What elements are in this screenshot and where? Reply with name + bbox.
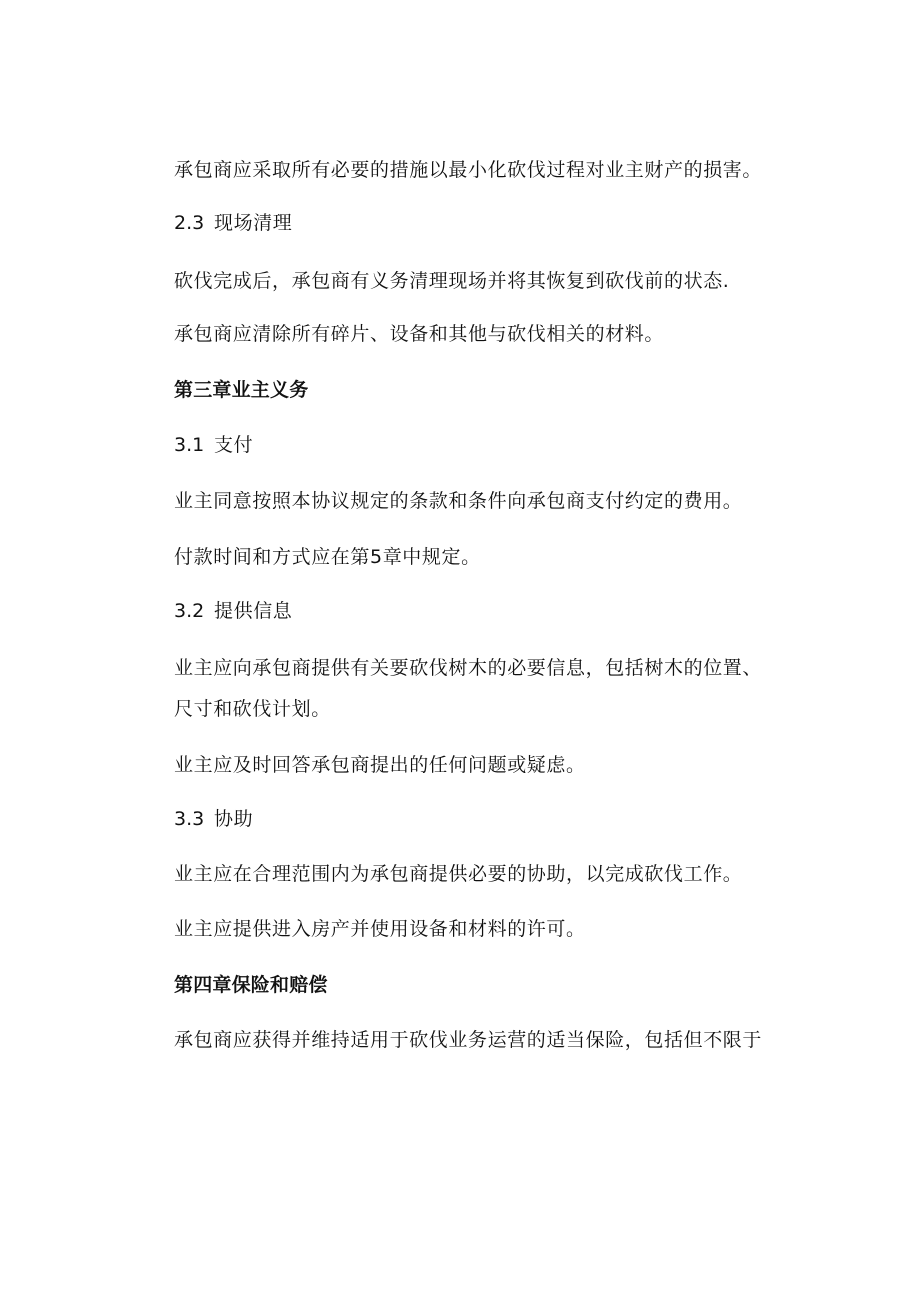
section-number: 3.2: [174, 600, 205, 622]
section-heading-2-3: [174, 209, 292, 237]
paragraph: 付款时间和方式应在第5章中规定。: [174, 546, 481, 568]
paragraph-continuation: 尺寸和砍伐计划。: [174, 698, 331, 720]
section-title: 协助: [214, 808, 254, 830]
paragraph: 承包商应清除所有碎片、设备和其他与砍伐相关的材料。: [174, 323, 665, 345]
section-heading-3-1: [174, 431, 253, 459]
section-number: 3.1: [174, 434, 205, 456]
paragraph: 承包商应获得并维持适用于砍伐业务运营的适当保险，包括但不限于: [174, 1029, 763, 1051]
section-number: 3.3: [174, 808, 205, 830]
paragraph: 业主应及时回答承包商提出的任何问题或疑虑。: [174, 754, 586, 776]
paragraph: 业主同意按照本协议规定的条款和条件向承包商支付约定的费用。: [174, 490, 743, 512]
chapter-heading-3: 第三章业主义务: [174, 379, 309, 401]
section-number: 2.3: [174, 212, 205, 234]
paragraph: 承包商应采取所有必要的措施以最小化砍伐过程对业主财产的损害。: [174, 159, 763, 181]
paragraph: 业主应提供进入房产并使用设备和材料的许可。: [174, 918, 586, 940]
section-title: 提供信息: [214, 600, 293, 622]
section-heading-3-3: [174, 805, 253, 833]
section-heading-3-2: [174, 597, 292, 625]
chapter-heading-4: 第四章保险和赔偿: [174, 974, 328, 996]
paragraph: 砍伐完成后，承包商有义务清理现场并将其恢复到砍伐前的状态.: [174, 270, 730, 292]
paragraph: 业主应向承包商提供有关要砍伐树木的必要信息，包括树木的位置、: [174, 657, 763, 679]
section-title: 支付: [214, 434, 254, 456]
section-title: 现场清理: [214, 212, 293, 234]
paragraph: 业主应在合理范围内为承包商提供必要的协助，以完成砍伐工作。: [174, 863, 743, 885]
